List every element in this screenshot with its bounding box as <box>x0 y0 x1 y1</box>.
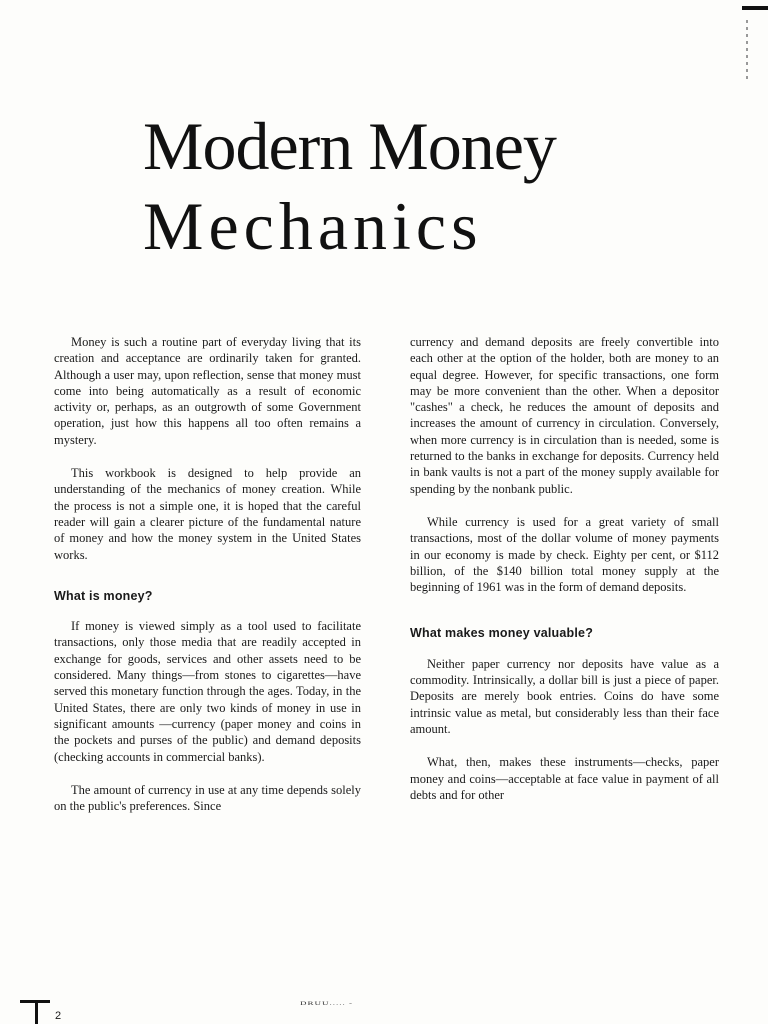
paragraph-no-commodity-value: Neither paper currency nor deposits have value as a commodity. Intrinsically, a dollar bill is just a piece of paper. Deposits are merely book entries. Coins do have some intrinsic value as metal, but considerably less than their face amount. <box>410 656 719 736</box>
paragraph-workbook-purpose: This workbook is designed to help provide an understanding of the mechanics of money creation. While the process is not a simple one, it is hoped that the careful reader will gain a clearer picture of the fundamental nature of money and how the money system in the United States works. <box>54 466 361 562</box>
page-title <box>143 108 556 264</box>
corner-vertical-bar <box>35 1000 38 1024</box>
corner-registration-mark <box>742 6 768 10</box>
margin-tick-marks <box>746 20 748 80</box>
title-line-2: Mechanics <box>143 188 483 264</box>
paragraph-money-as-tool: If money is viewed simply as a tool used to facilitate transactions, only those media that are readily accepted in exchange for goods, services and other assets need to be considered. Many things—from stones to cigarettes—have served this monetary function through the ages. Today, in the United States, there are only two kinds of money in use in significant amounts —currency (paper money and coins in the pockets and purses of the public) and demand deposits (checking accounts in commercial banks). <box>54 619 361 764</box>
page-number: 2 <box>55 1010 62 1022</box>
left-column <box>54 334 361 831</box>
paragraph-intro: Money is such a routine part of everyday living that its creation and acceptance are ordinarily taken for granted. Although a user may, upon reflection, sense that money must come into being automatically as a result of economic activity or, perhaps, as an outgrowth of some Government operation, just how this happens all too often remains a mystery. <box>54 335 361 447</box>
heading-what-is-money: What is money? <box>54 588 153 603</box>
right-column <box>410 334 719 820</box>
paragraph-convertible: currency and demand deposits are freely convertible into each other at the option of the holder, both are money to an equal degree. However, for specific transactions, one form may be more convenient than the other. When a depositor "cashes" a check, he reduces the amount of deposits and increases the amount of currency in circulation. Conversely, when more currency is in circulation than is needed, some is returned to the banks in exchange for deposits. Currency held in bank vaults is not a part of the money supply available for spending by the nonbank public. <box>410 335 719 496</box>
footer-smudge-text: DRUU..... - <box>300 1000 353 1006</box>
paragraph-currency-amount: The amount of currency in use at any time depends solely on the public's preferences. Since <box>54 782 361 814</box>
title-line-1: Modern Money <box>143 108 556 184</box>
paragraph-check-payments: While currency is used for a great variety of small transactions, most of the dollar volume of money payments in our economy is made by check. Eighty per cent, or $112 billion, of the $140 billion total money supply at the beginning of 1961 was in the form of demand deposits. <box>410 514 719 595</box>
heading-what-makes-money-valuable: What makes money valuable? <box>410 626 594 641</box>
page-corner-mark <box>20 1000 54 1024</box>
paragraph-what-makes-acceptable: What, then, makes these instruments—checks, paper money and coins—acceptable at face value in payment of all debts and for other <box>410 755 719 802</box>
